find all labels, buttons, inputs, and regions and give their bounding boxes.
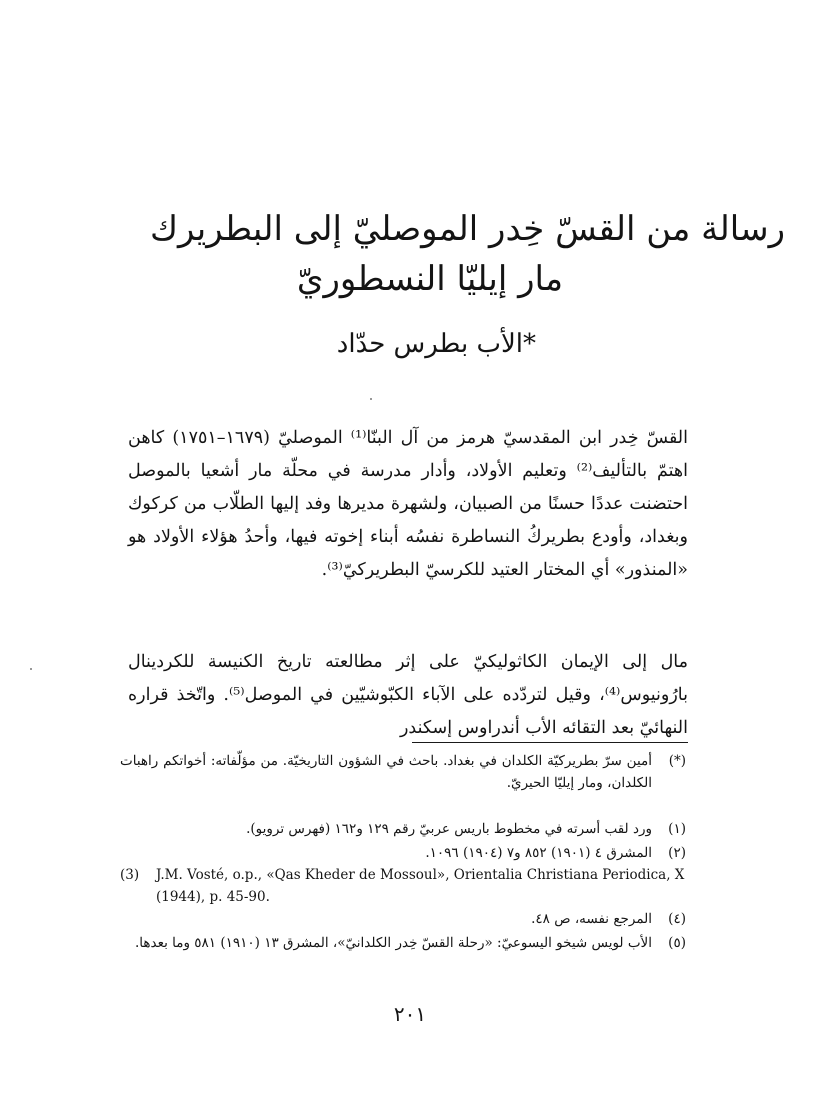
footnote-3 [120,864,686,908]
footnote-number: (٥) [668,935,686,951]
footnote-number: (٢) [668,845,686,861]
body-paragraph-2: مال إلى الإيمان الكاثوليكيّ على إثر مطالعته تاريخ الكنيسة للكردينال بارُونيوس⁽⁴⁾، وقيل لتردّده على الآباء الكبّوشيّين في الموصل⁽⁵⁾. واتّخذ قراره النهائيّ بعد التقائه الأب أندراوس إسكندر [128,652,689,738]
footnote-author [120,750,686,794]
footnote-text: J.M. Vosté, o.p., «Qas Kheder de Mossoul», Orientalia Christiana Periodica, X (1944), p. 45-90. [156,867,685,905]
footnote-number: (*) [668,753,686,769]
scan-speck [370,398,372,400]
body-paragraph-1: القسّ خِدر ابن المقدسيّ هرمز من آل البنّا⁽¹⁾ الموصليّ (١٦٧٩–١٧٥١) كاهن اهتمّ بالتأليف⁽²⁾ وتعليم الأولاد، وأدار مدرسة في محلّة مار أشعيا بالموصل احتضنت عددًا حسنًا من الصبيان، ولشهرة مديرها وفد إليها الطلّاب من كركوك وبغداد، وأودع بطريركُ النساطرة نفسُه أبناء إخوته فيها، وأحدُ هؤلاء الأولاد هو «المنذور» أي المختار العتيد للكرسيّ البطريركيّ⁽³⁾. [128,428,689,580]
footnote-text: ورد لقب أسرته في مخطوط باريس عربيّ رقم ١٢٩ و١٦٢ (فهرس ترويو). [246,821,652,837]
footnote-1 [120,818,686,840]
page-number: ٢٠١ [393,1002,427,1026]
footnote-2 [120,842,686,864]
footnote-text: المشرق ٤ (١٩٠١) ٨٥٢ و٧ (١٩٠٤) ١٠٩٦. [425,845,652,861]
footnote-4 [120,908,686,930]
scan-speck [30,668,32,670]
article-author: الأب بطرس حدّاد* [336,329,536,359]
footnote-number: (3) [120,867,140,883]
footnote-5 [120,932,686,954]
article-title-line1: رسالة من القسّ خِدر الموصليّ إلى البطريرك [150,209,786,249]
article-title-line2: مار إيليّا النسطوريّ [296,259,564,299]
footnote-text: الأب لويس شيخو اليسوعيّ: «رحلة القسّ خِدر الكلدانيّ»، المشرق ١٣ (١٩١٠) ٥٨١ وما بعدها. [134,935,652,951]
footnote-number: (١) [668,821,686,837]
footnote-text: أمين سرّ بطريركيّة الكلدان في بغداد. باحث في الشؤون التاريخيّة. من مؤلّفاته: أخواتكم راهبات الكلدان، ومار إيليّا الحيريّ. [120,753,652,791]
footnote-divider [412,742,688,743]
footnote-text: المرجع نفسه، ص ٤٨. [531,911,652,927]
footnote-number: (٤) [668,911,686,927]
